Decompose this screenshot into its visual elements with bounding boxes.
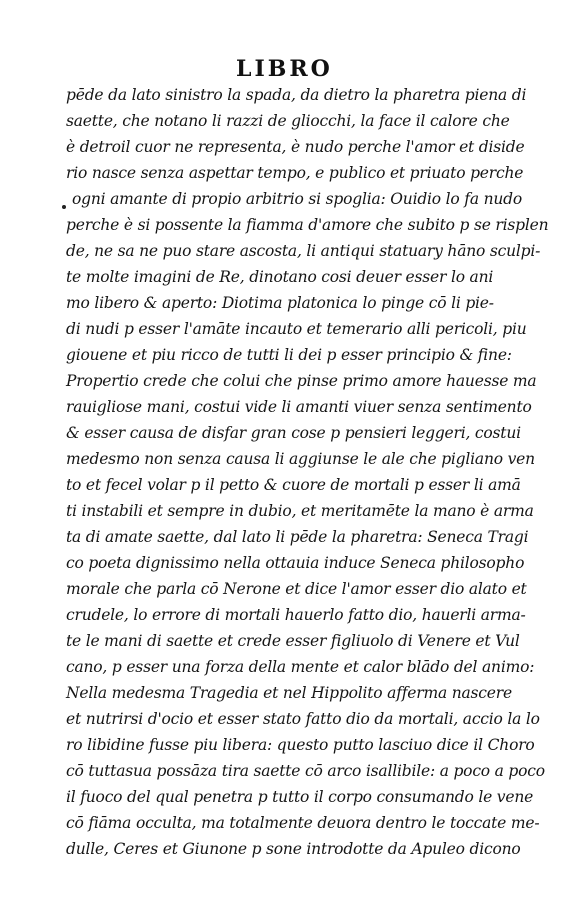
text-line: & esser causa de disfar gran cose p pensieri leggeri, costui (66, 424, 521, 442)
text-line: è detroil cuor ne representa, è nudo perche l'amor et diside (66, 138, 525, 156)
text-line: ro libidine fusse piu libera: questo putto lasciuo dice il Choro (66, 736, 535, 754)
text-line: cano, p esser una forza della mente et calor blādo del animo: (66, 658, 535, 676)
text-line: mo libero & aperto: Diotima platonica lo pinge cō li pie- (66, 294, 494, 312)
text-line: rauigliose mani, costui vide li amanti viuer senza sentimento (66, 398, 532, 416)
text-line: rio nasce senza aspettar tempo, e publico et priuato perche (66, 164, 524, 182)
text-line: medesmo non senza causa li aggiunse le ale che pigliano ven (66, 450, 535, 468)
text-line: crudele, lo errore di mortali hauerlo fatto dio, hauerli arma- (66, 606, 526, 624)
text-line: ti instabili et sempre in dubio, et meritamēte la mano è arma (66, 502, 534, 520)
text-line: Nella medesma Tragedia et nel Hippolito afferma nascere (66, 684, 512, 702)
text-line: co poeta dignissimo nella ottauia induce Seneca philosopho (66, 554, 525, 572)
text-line: cō tuttasua possāza tira saette cō arco isallibile: a poco a poco (66, 762, 545, 780)
text-line: giouene et piu ricco de tutti li dei p esser principio & fine: (66, 346, 512, 364)
text-line: morale che parla cō Nerone et dice l'amor esser dio alato et (66, 580, 527, 598)
text-line: di nudi p esser l'amāte incauto et temerario alli pericoli, piu (66, 320, 527, 338)
text-line: ogni amante di propio arbitrio si spoglia: Ouidio lo fa nudo (72, 190, 523, 208)
text-line: saette, che notano li razzi de gliocchi, la face il calore che (66, 112, 510, 130)
text-line: to et fecel volar p il petto & cuore de mortali p esser li amā (66, 476, 521, 494)
text-line: et nutrirsi d'ocio et esser stato fatto dio da mortali, accio la lo (66, 710, 540, 728)
body-text (66, 82, 549, 862)
running-head: LIBRO (236, 56, 333, 82)
text-line: il fuoco del qual penetra p tutto il corpo consumando le vene (66, 788, 534, 806)
text-line: ta di amate saette, dal lato li pēde la pharetra: Seneca Tragi (66, 528, 529, 546)
text-line: perche è si possente la fiamma d'amore che subito p se risplen (66, 216, 549, 234)
text-line: Propertio crede che colui che pinse primo amore hauesse ma (66, 372, 537, 390)
text-line: cō fiāma occulta, ma totalmente deuora dentro le toccate me- (66, 814, 540, 832)
text-line: dulle, Ceres et Giunone p sone introdotte da Apuleo dicono (66, 840, 521, 858)
text-line: pēde da lato sinistro la spada, da dietro la pharetra piena di (66, 86, 527, 104)
text-line: te le mani di saette et crede esser figliuolo di Venere et Vul (66, 632, 520, 650)
text-line: te molte imagini de Re, dinotano cosi deuer esser lo ani (66, 268, 494, 286)
text-line: de, ne sa ne puo stare ascosta, li antiqui statuary hāno sculpi- (66, 242, 541, 260)
